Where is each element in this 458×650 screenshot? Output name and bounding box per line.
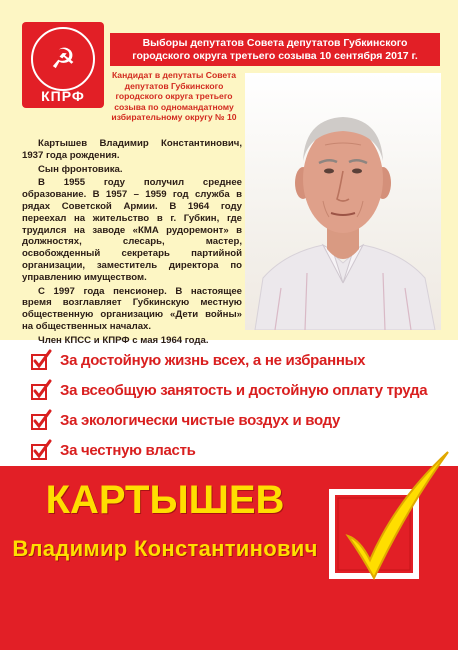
pledge-item <box>30 405 450 435</box>
pledge-text: За экологически чистые воздух и воду <box>60 411 341 429</box>
logo-abbr: КПРФ <box>41 88 85 104</box>
pledge-item <box>30 375 450 405</box>
bio-paragraph: Картышев Владимир Константинович, 1937 года рождения. <box>22 138 242 161</box>
candidate-biography <box>22 138 242 349</box>
checkbox-tick-icon <box>30 379 52 401</box>
big-ballot-check-icon <box>318 440 458 610</box>
checkbox-tick-icon <box>30 349 52 371</box>
candidate-caption: Кандидат в депутаты Совета депутатов Губкинского городского округа третьего созыва по одномандатному избирательному округу № 10 <box>111 70 237 122</box>
portrait-illustration <box>245 73 441 330</box>
kprf-logo <box>22 22 104 108</box>
candidate-name: Владимир Константинович <box>12 536 318 561</box>
bio-paragraph: Сын фронтовика. <box>38 163 123 175</box>
pledge-text: За честную власть <box>60 441 196 459</box>
candidate-photo <box>245 73 441 330</box>
bio-paragraph: Член КПСС и КПРФ с мая 1964 года. <box>38 334 209 346</box>
bio-paragraph: В 1955 году получил среднее образование. В 1957 – 1959 год служба в рядах Советской Армии. В 1964 году переехал на жительство в г. Губкин, где трудился на заводе «КМА рудоремонт» в должностях, слесарь, мастер, освобожденный секретарь партийной организации, заместитель директора по управлению имуществом. <box>22 177 242 283</box>
hammer-sickle-icon: ☭ <box>50 42 76 75</box>
checkbox-tick-icon <box>30 409 52 431</box>
candidate-surname: КАРТЫШЕВ <box>45 478 285 522</box>
bio-paragraph: С 1997 года пенсионер. В настоящее время возглавляет Губкинскую местную общественную организацию «Дети войны» на общественных началах. <box>22 285 242 332</box>
pledge-text: За достойную жизнь всех, а не избранных <box>60 351 366 369</box>
pledge-item <box>30 345 450 375</box>
election-header: Выборы депутатов Совета депутатов Губкинского городского округа третьего созыва 10 сентября 2017 г. <box>110 33 440 66</box>
checkbox-tick-icon <box>30 439 52 461</box>
pledge-text: За всеобщую занятость и достойную оплату труда <box>60 381 428 399</box>
